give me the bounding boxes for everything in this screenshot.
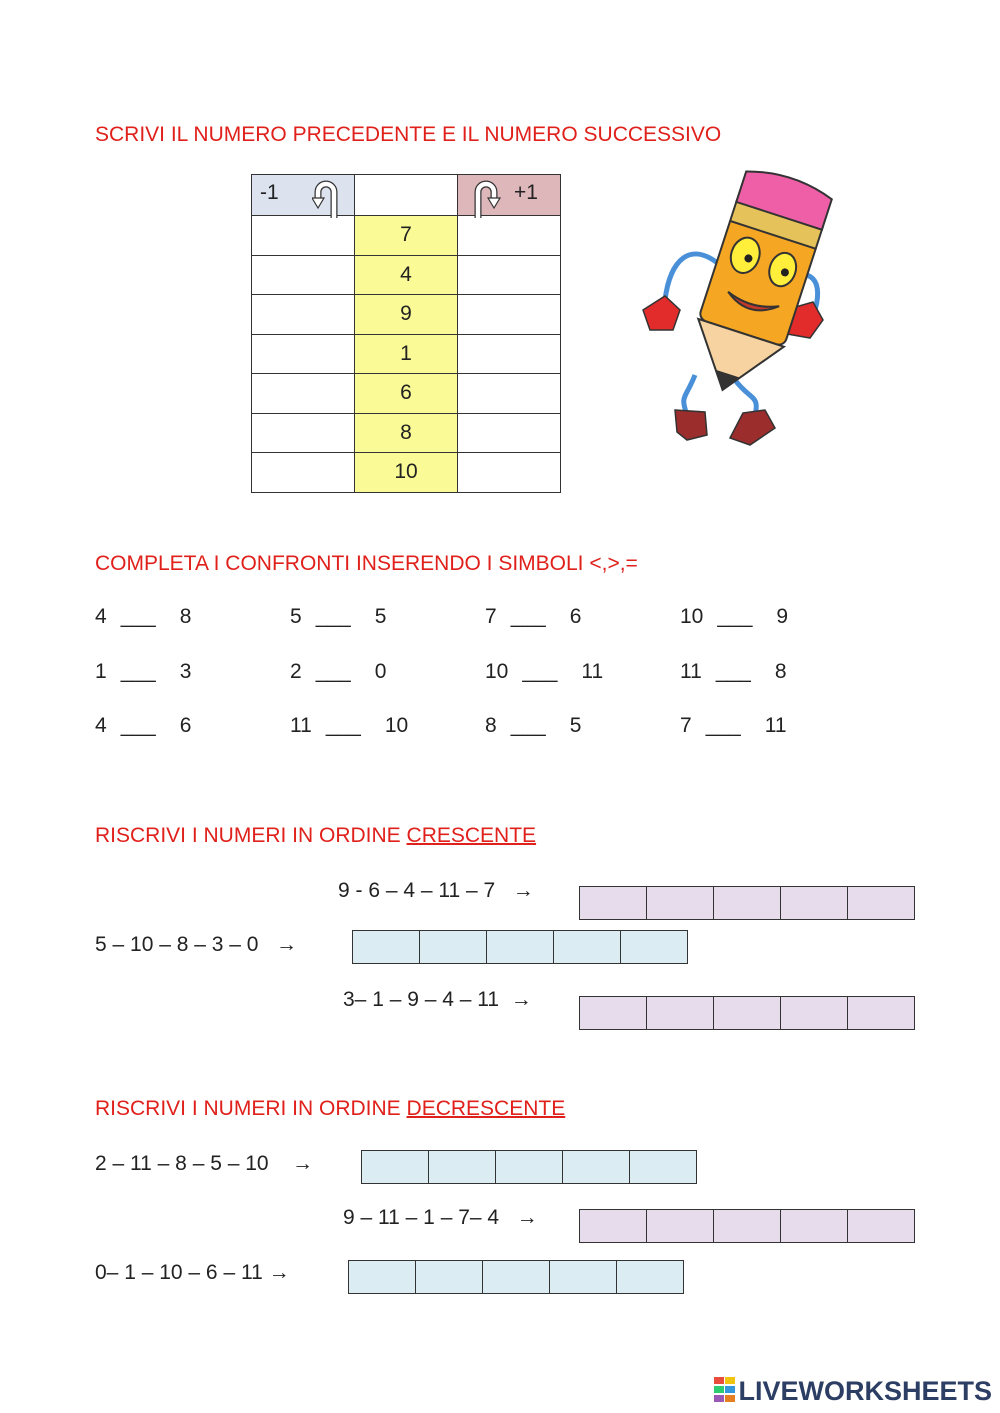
left-number: 10 — [485, 660, 509, 683]
next-answer-cell[interactable] — [458, 413, 561, 453]
ascending-sequence-2 — [95, 933, 297, 957]
answer-box[interactable] — [630, 1151, 696, 1183]
left-number: 7 — [485, 605, 497, 628]
arrow-icon: → — [510, 988, 532, 1011]
answer-box[interactable] — [781, 887, 848, 919]
right-number: 0 — [374, 660, 387, 683]
answer-box[interactable] — [563, 1151, 630, 1183]
next-answer-cell[interactable] — [458, 295, 561, 335]
comparison-blank[interactable]: ___ — [325, 714, 361, 737]
section4-title-prefix: RISCRIVI I NUMERI IN ORDINE — [95, 1097, 407, 1120]
header-middle-cell — [355, 175, 458, 216]
comparison-item — [680, 714, 787, 738]
answer-box[interactable] — [554, 931, 621, 963]
comparison-item — [95, 660, 191, 684]
answer-box[interactable] — [429, 1151, 496, 1183]
logo-text: LIVEWORKSHEETS — [738, 1376, 992, 1406]
curved-back-arrow-icon — [312, 178, 346, 218]
comparison-item — [680, 660, 787, 684]
answer-boxes-row — [352, 930, 688, 964]
sequence-text: 3– 1 – 9 – 4 – 11 — [343, 988, 500, 1011]
given-number-cell: 9 — [355, 295, 458, 335]
answer-box[interactable] — [781, 1210, 848, 1242]
left-number: 1 — [95, 660, 107, 683]
comparison-blank[interactable]: ___ — [705, 714, 741, 737]
comparison-item — [485, 605, 581, 629]
answer-box[interactable] — [580, 887, 647, 919]
answer-box[interactable] — [416, 1261, 483, 1293]
ascending-sequence-3 — [343, 988, 532, 1012]
left-number: 8 — [485, 714, 497, 737]
given-number-cell: 7 — [355, 216, 458, 256]
comparison-blank[interactable]: ___ — [717, 605, 753, 628]
right-number: 6 — [179, 714, 192, 737]
answer-box[interactable] — [349, 1261, 416, 1293]
right-number: 11 — [581, 660, 604, 683]
left-number: 11 — [680, 660, 702, 683]
left-number: 5 — [290, 605, 302, 628]
left-number: 4 — [95, 605, 107, 628]
descending-sequence-3 — [95, 1261, 290, 1285]
answer-box[interactable] — [848, 887, 914, 919]
answer-box[interactable] — [550, 1261, 617, 1293]
descending-sequence-1 — [95, 1152, 313, 1176]
right-number: 5 — [374, 605, 387, 628]
right-number: 5 — [569, 714, 582, 737]
comparison-blank[interactable]: ___ — [715, 660, 751, 683]
section2-title: COMPLETA I CONFRONTI INSERENDO I SIMBOLI <,>,= — [95, 552, 638, 575]
section3-title — [95, 824, 536, 848]
answer-box[interactable] — [353, 931, 420, 963]
arrow-icon: → — [291, 1152, 313, 1175]
comparison-blank[interactable]: ___ — [510, 605, 546, 628]
given-number-cell: 6 — [355, 374, 458, 414]
answer-box[interactable] — [848, 1210, 914, 1242]
comparison-blank[interactable]: ___ — [510, 714, 546, 737]
answer-box[interactable] — [714, 997, 781, 1029]
left-number: 11 — [290, 714, 312, 737]
prev-answer-cell[interactable] — [252, 453, 355, 493]
given-number-cell: 8 — [355, 413, 458, 453]
answer-box[interactable] — [420, 931, 487, 963]
descending-sequence-2 — [343, 1206, 538, 1230]
next-answer-cell[interactable] — [458, 334, 561, 374]
comparison-blank[interactable]: ___ — [315, 605, 351, 628]
prev-answer-cell[interactable] — [252, 255, 355, 295]
section4-title — [95, 1097, 565, 1121]
section4-title-keyword: DECRESCENTE — [406, 1097, 566, 1120]
next-column-header — [458, 175, 561, 216]
answer-box[interactable] — [781, 997, 848, 1029]
prev-answer-cell[interactable] — [252, 413, 355, 453]
answer-box[interactable] — [617, 1261, 683, 1293]
answer-boxes-row — [348, 1260, 684, 1294]
sequence-text: 2 – 11 – 8 – 5 – 10 — [95, 1152, 269, 1175]
answer-box[interactable] — [487, 931, 554, 963]
right-number: 3 — [179, 660, 192, 683]
answer-boxes-row — [579, 886, 915, 920]
comparison-blank[interactable]: ___ — [315, 660, 351, 683]
answer-box[interactable] — [580, 1210, 647, 1242]
liveworksheets-logo — [714, 1376, 992, 1407]
curved-forward-arrow-icon — [468, 178, 502, 218]
ascending-sequence-1 — [338, 879, 534, 903]
sequence-text: 5 – 10 – 8 – 3 – 0 — [95, 933, 259, 956]
comparison-item — [290, 605, 386, 629]
next-answer-cell[interactable] — [458, 374, 561, 414]
comparison-item — [95, 714, 191, 738]
arrow-icon: → — [512, 879, 534, 902]
right-number: 11 — [764, 714, 787, 737]
next-label: +1 — [514, 181, 538, 204]
sequence-text: 9 - 6 – 4 – 11 – 7 — [338, 879, 496, 902]
answer-boxes-row — [361, 1150, 697, 1184]
given-number-cell: 4 — [355, 255, 458, 295]
next-answer-cell[interactable] — [458, 216, 561, 256]
answer-box[interactable] — [714, 887, 781, 919]
section3-title-prefix: RISCRIVI I NUMERI IN ORDINE — [95, 824, 407, 847]
comparison-item — [95, 605, 191, 629]
answer-box[interactable] — [647, 997, 714, 1029]
given-number-cell: 10 — [355, 453, 458, 493]
prev-label: -1 — [260, 181, 279, 204]
answer-box[interactable] — [483, 1261, 550, 1293]
prev-answer-cell[interactable] — [252, 216, 355, 256]
answer-boxes-row — [579, 1209, 915, 1243]
logo-mark-icon — [714, 1377, 736, 1403]
given-number-cell: 1 — [355, 334, 458, 374]
answer-box[interactable] — [848, 997, 914, 1029]
prev-answer-cell[interactable] — [252, 295, 355, 335]
prev-column-header — [252, 175, 355, 216]
answer-box[interactable] — [580, 997, 647, 1029]
comparison-item — [485, 714, 581, 738]
right-number: 9 — [776, 605, 789, 628]
prev-answer-cell[interactable] — [252, 374, 355, 414]
right-number: 8 — [774, 660, 787, 683]
right-number: 10 — [384, 714, 409, 737]
comparison-item — [680, 605, 788, 629]
arrow-icon: → — [516, 1206, 538, 1229]
left-number: 10 — [680, 605, 704, 628]
predecessor-successor-table — [251, 174, 561, 493]
answer-box[interactable] — [621, 931, 687, 963]
section1-title: SCRIVI IL NUMERO PRECEDENTE E IL NUMERO SUCCESSIVO — [95, 123, 722, 146]
answer-boxes-row — [579, 996, 915, 1030]
pencil-mascot-illustration — [635, 170, 835, 460]
answer-box[interactable] — [496, 1151, 563, 1183]
left-number: 7 — [680, 714, 692, 737]
sequence-text: 9 – 11 – 1 – 7– 4 — [343, 1206, 500, 1229]
sequence-text: 0– 1 – 10 – 6 – 11 — [95, 1261, 263, 1284]
comparison-item — [485, 660, 603, 684]
section3-title-keyword: CRESCENTE — [406, 824, 537, 847]
answer-box[interactable] — [362, 1151, 429, 1183]
answer-box[interactable] — [647, 887, 714, 919]
answer-box[interactable] — [714, 1210, 781, 1242]
comparison-blank[interactable]: ___ — [120, 605, 156, 628]
answer-box[interactable] — [647, 1210, 714, 1242]
left-number: 4 — [95, 714, 107, 737]
comparison-blank[interactable]: ___ — [120, 660, 156, 683]
left-number: 2 — [290, 660, 302, 683]
comparison-blank[interactable]: ___ — [120, 714, 156, 737]
prev-answer-cell[interactable] — [252, 334, 355, 374]
next-answer-cell[interactable] — [458, 255, 561, 295]
arrow-icon: → — [268, 1261, 290, 1284]
arrow-icon: → — [275, 933, 297, 956]
comparison-blank[interactable]: ___ — [522, 660, 558, 683]
next-answer-cell[interactable] — [458, 453, 561, 493]
right-number: 8 — [179, 605, 192, 628]
comparison-item — [290, 714, 408, 738]
right-number: 6 — [569, 605, 582, 628]
comparison-item — [290, 660, 386, 684]
